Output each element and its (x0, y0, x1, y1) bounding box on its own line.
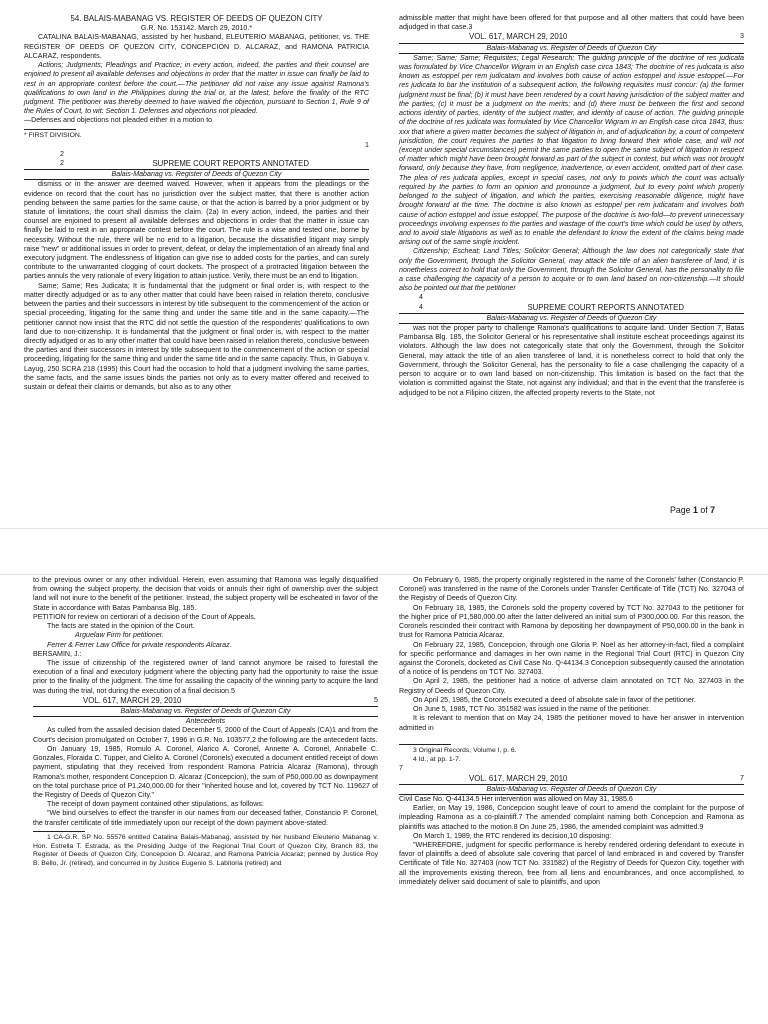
gr-number: G.R. No. 153142. March 29, 2010.* (140, 24, 253, 33)
body-paragraph: On March 1, 1989, the RTC rendered its decision,10 disposing: (413, 831, 612, 840)
footnote-rule (399, 744, 451, 745)
body-paragraph: It is relevant to mention that on May 24, 1985 the petitioner moved to have her answer in intervention admitted in (399, 714, 744, 732)
syllabus-paragraph: Actions; Judgments; Pleadings and Practice; in every action, indeed, the parties and their counsel are enjoined to present all available defenses and objections in order that the matter in issue can finally be laid to rest in an appropriate contest before the court.—The petitioner did not raise any issue against Ramona's qualifications to own land in the Philippines during the trial or, at the latest, before the finality of the RTC judgment. The petitioner was thereby deemed to have waived the objection, pursuant to Section 1, Rule 9 of the Rules of Court, to wit: Section 1. Defenses and objections not pleaded. (24, 61, 369, 116)
footnote: 1 CA-G.R. SP No. 55576 entitled Catalina Balais-Mabanag, assisted by her husband Eleuterio Mabanag v. Hon. Estrella T. Estrada, as the Presiding Judge of the Regional Trial Court of Quezon City, Branch 83, the Register of Deeds of Quezon City, Concepcion D. Alcaraz, and Ramona Patricia Alcaraz; penned by Justice Roy B. Bello, Jr. (retired), and concurred in by Justice Eugenio S. Labitoria (retired) and (33, 833, 378, 868)
body-paragraph: On June 5, 1985, TCT No. 351582 was issued in the name of the petitioner. (413, 705, 651, 714)
page-marker-2: 2 (60, 149, 64, 158)
footnote: 3 Original Records, Volume I, p. 6. (413, 746, 517, 754)
syllabus-paragraph: Same; Same; Same; Requisites; Legal Research; The guiding principle of the doctrine of res judicata was formulated by Vice Chancellor Wigram in an English case circa 1843; The doctrine of res judicata is also known as estoppel per rem judicatam and involves both cause of action estoppel and issue estoppel.—For res judicata to bar the institution of a subsequent action, the following requisites must concur: (a) the former judgment must be final; (b) it must have been rendered by a court having jurisdiction of the subject matter and the parties; (c) it must be a judgment on the merits; and (d) there must be between the first and second actions identity of parties, identity of the subject matter, and identity of cause of action. The guiding principle of the doctrine of res judicata was formulated by Vice Chancellor Wigram in an English case circa 1843, thus: xxx that where a given matter becomes the subject of litigation in, and of adjudication by, a court of competent jurisdiction, the court requires the parties to that litigation to bring forward their whole case, and will not (except under special circumstances) permit the same parties to open the same subject of litigation in respect of matter which might have been brought forward as part of the subject in contest, but which was not brought forward, only because they have, from negligence, inadvertence, or even accident, omitted part of their case. The plea of res judicata applies, except in special cases, not only to points which the court was actually required by the parties to form an opinion and pronounce a judgment, but to every point which properly belonged to the subject of litigation, and which the parties, exercising reasonable diligence, might have brought forward at the time. The doctrine is also known as estoppel per rem judicatam and involves both cause of action estoppel and issue estoppel. The purpose of the doctrine is two-fold—to prevent unnecessary proceedings involving expenses to the parties and wastage of the court's time which could be used by others, and to avoid stale litigations as well as to enable the defendant to know the extent of the claims being made arising out of the same single incident. (399, 53, 744, 247)
running-header-page: 5 (374, 695, 378, 704)
counsel-line: Arguelaw Firm for petitioner. (75, 631, 164, 640)
quoted-paragraph: "WHEREFORE, judgment for specific performance is hereby rendered ordering defendant to execute in favor of plaintiffs a deed of absolute sale covering that parcel of land embraced in and covered by Transfer Certificate of Title No. 327403 (now TCT No. 331582) of the Registry of Deeds for Quezon City, together with all the improvements existing thereon, free from all liens and encumbrances, and once accomplished, to immediately deliver said document of sale to plaintiffs, and upon (399, 841, 744, 886)
body-paragraph: to the previous owner or any other individual. Herein, even assuming that Ramona was legally disqualified from owning the subject property, the decision that voids or annuls their right of ownership over the subject land will not inure to the benefit of the petitioner. Instead, the subject property will be escheated in favor of the State in accordance with Batas Pambansa Blg. 185. (33, 576, 378, 612)
body-paragraph: Earlier, on May 19, 1986, Concepcion sought leave of court to amend the complaint for the purpose of impleading Ramona as a co-plaintiff.7 The amended complaint naming both Concepcion and Ramona as plaintiffs was attached to the motion.8 On June 25, 1986, the amended complaint was admitted.9 (399, 804, 744, 831)
body-paragraph: On February 22, 1985, Concepcion, through one Gloria P. Noel as her attorney-in-fact, filed a complaint for specific performance and damages in her own name in the Regional Trial Court (RTC) in Quezon City against the Coronels, docketed as Civil Case No. Q-44134.3 Concepcion subsequently caused the annotation of a notice of lis pendens on TCT No. 327403. (399, 640, 744, 677)
page-marker-7: 7 (399, 764, 403, 773)
case-title: 54. BALAIS-MABANAG VS. REGISTER OF DEEDS OF QUEZON CITY (70, 14, 323, 23)
running-header-reporter: SUPREME COURT REPORTS ANNOTATED (527, 302, 684, 312)
page-marker-4: 4 (419, 293, 423, 302)
page-indicator-current: 1 (693, 505, 698, 515)
footnote-rule (33, 831, 85, 832)
page-indicator-total: 7 (710, 505, 716, 515)
page-marker-1: 1 (365, 140, 369, 149)
petition-line: PETITION for review on certiorari of a decision of the Court of Appeals. (33, 612, 256, 621)
body-paragraph: Same; Same; Res Judicata; It is fundamental that the judgment or final order is, with respect to the matter directly adjudged or as to any other matter that could have been raised in relation thereto, conclusive between the parties and their successors in interest by title subsequent to the commencement of the action or special proceeding, litigating for the same thing and under the same title and in the same capacity.—The petitioner cannot now insist that the RTC did not settle the question of the respondents' qualifications to own land due to non-citizenship. It is fundamental that the judgment or final order is, with respect to the matter directly adjudged or as to any other matter that could have been raised in relation thereto, conclusive between the parties and their successors in interest by title subsequent to the commencement of the action or special proceeding, litigating for the same thing and under the same title and in the same capacity. Thus, in Gabuya v. Layug, 250 SCRA 218 (1995) this Court had the occasion to hold that a judgment involving the same parties, the same facts, and the same issues binds the parties not only as to every matter offered and received to sustain or defeat their claims or demands, but also as to any other (24, 281, 369, 392)
page-gap (0, 528, 768, 575)
body-paragraph: admissible matter that might have been offered for that purpose and all other matters that could have been adjudged in that case.3 (399, 14, 744, 32)
running-header-2 (24, 159, 369, 169)
page-indicator-of: of (700, 505, 708, 515)
running-header-page: 2 (60, 158, 64, 167)
running-header-volume: VOL. 617, MARCH 29, 2010 (469, 32, 568, 42)
body-paragraph: On April 2, 1985, the petitioner had a notice of adverse claim annotated on TCT No. 327403 in the Registry of Deeds of Quezon City. (399, 677, 744, 695)
running-header-page: 7 (740, 773, 744, 782)
running-subheader: Balais-Mabanag vs. Register of Deeds of Quezon City (33, 706, 378, 717)
facts-line: The facts are stated in the opinion of the Court. (47, 622, 195, 631)
body-paragraph: As culled from the assailed decision dated December 5, 2000 of the Court of Appeals (CA)1 and from the Court's decision promulgated on October 7, 1996 in G.R. No. 103577,2 the following are the antecedent facts. (33, 726, 378, 744)
section-heading: Antecedents (185, 717, 226, 726)
running-header-7 (399, 774, 744, 784)
running-header-4 (399, 303, 744, 313)
running-subheader: Balais-Mabanag vs. Register of Deeds of Quezon City (24, 169, 369, 180)
syllabus-continuation: —Defenses and objections not pleaded either in a motion to (24, 116, 213, 125)
counsel-line: Ferrer & Ferrer Law Office for private respondents Alcaraz. (47, 640, 232, 649)
case-parties: CATALINA BALAIS-MABANAG, assisted by her husband, ELEUTERIO MABANAG, petitioner, vs. THE REGISTER OF DEEDS OF QUEZON CITY, CONCEPCION D. ALCARAZ, and RAMONA PATRICIA ALCARAZ, respondents. (24, 33, 369, 60)
bottom-left-column (33, 576, 378, 869)
running-subheader: Balais-Mabanag vs. Register of Deeds of Quezon City (399, 43, 744, 54)
footnote-rule (24, 129, 76, 130)
syllabus-paragraph: Citizenship; Escheat; Land Titles; Solicitor General; Although the law does not categorically state that only the Government, through the Solicitor General, may attack the title of an alien transferee of land, it is nonetheless correct to hold that only the Government, through the Solicitor General, has the personality to file a case challenging the capacity of a person to acquire or to own land based on non-citizenship.—It should also be pointed out that the petitioner (399, 247, 744, 293)
running-header-reporter: SUPREME COURT REPORTS ANNOTATED (152, 158, 309, 168)
page-indicator (670, 505, 715, 516)
footnote: 4 Id., at pp. 1-7. (413, 755, 461, 763)
body-paragraph: was not the proper party to challenge Ramona's qualifications to acquire land. Under Section 7, Batas Pambansa Blg. 185, the Solicitor General or his representative shall institute escheat proceedings against its violators. Although the law does not categorically state that only the Government, through the Solicitor General, may attack the title of an alien transferee of land, it is nonetheless correct to hold that only the Government, through the Solicitor General, has the personality to file a case challenging the capacity of a person to acquire or to own land based on non-citizenship. This limitation is based on the fact that the violation is committed against the State, not against any individual; and that in the event that the transferee is adjudged to be not a Filipino citizen, the affected property reverts to the State, not (399, 324, 744, 397)
page-indicator-label: Page (670, 505, 691, 515)
running-header-volume: VOL. 617, MARCH 29, 2010 (83, 695, 182, 705)
body-paragraph: The issue of citizenship of the registered owner of land cannot anymore be raised to forestall the execution of a final and executory judgment where the objecting party had the opportunity to raise the issue prior to the finality of the judgment. The time for assailing the capacity of the winning party to acquire the land was during the trial, not during the execution of a final decision.5 (33, 658, 378, 695)
footnote-first-division: * FIRST DIVISION. (24, 131, 82, 139)
body-paragraph: On February 18, 1985, the Coronels sold the property covered by TCT No. 327043 to the petitioner for the higher price of P1,580,000.00 after the latter delivered an initial sum of P300,000.00. For this reason, the Coronels rescinded their contract with Ramona by depositing her downpayment of P50,000.00 in the bank in trust for Ramona Patricia Alcaraz. (399, 603, 744, 640)
body-paragraph: On February 6, 1985, the property originally registered in the name of the Coronels' father (Constancio P. Coronel) was transferred in the name of the Coronels under Transfer Certificate of Title (TCT) No. 327043 of the Registry of Deeds of Quezon City. (399, 576, 744, 603)
running-header-5 (33, 696, 378, 706)
body-paragraph: On January 19, 1985, Romulo A. Coronel, Alarico A. Coronel, Annette A. Coronel, Annabelle C. Gonzales, Floraida C. Tupper, and Cielito A. Coronel (Coronels) executed a document entitled receipt of down payment, stipulating that they received from respondent Ramona Patricia Alcaraz (Ramona), through Ramona's mother, respondent Concepcion D. Alcaraz (Concepcion), the sum of P50,000.00 as downpayment on the total purchase price of P1,240,000.00 for their "inherited house and lot, covered by TCT No. 119627 of the Registry of Deeds of Quezon City." (33, 744, 378, 799)
running-header-volume: VOL. 617, MARCH 29, 2010 (469, 773, 568, 783)
body-paragraph: dismiss or in the answer are deemed waived. However, when it appears from the pleadings or the evidence on record that the court has no jurisdiction over the subject matter, that there is another action pending between the same parties for the same cause, or that the action is barred by a prior judgment or by statute of limitations, the court shall dismiss the claim. (2a) In every action, indeed, the parties and their counsel are enjoined to present all available defenses and objections in order that the matter in issue can finally be laid to rest in an appropriate contest before the court. The rule is a wise and tested one, borne by necessity. Without the rule, there will be no end to a litigation, because the dissatisfied litigant may simply raise "new" or additional issues in order to prevent, defeat, or delay the implementation of an already final and executory judgment. The endlessness of litigation can give rise to added costs for the parties, and can surely contribute to the unwarranted clogging of court dockets. The prospect of a protracted litigation between the parties annuls the very rationale of every litigation to attain justice. Verily, there must be an end to litigation. (24, 180, 369, 281)
bottom-right-column (399, 576, 744, 887)
top-right-column (399, 14, 744, 398)
top-left-column (24, 14, 369, 392)
body-paragraph: On April 25, 1985, the Coronels executed a deed of absolute sale in favor of the petitioner. (413, 695, 696, 704)
ponente: BERSAMIN, J.: (33, 649, 82, 658)
body-paragraph: Civil Case No. Q-44134.5 Her intervention was allowed on May 31, 1985.6 (399, 794, 633, 803)
body-paragraph: The receipt of down payment contained other stipulations, as follows: (47, 800, 264, 809)
quoted-paragraph: "We bind ourselves to effect the transfer in our names from our deceased father, Constancio P. Coronel, the transfer certificate of title immediately upon our receipt of the down payment above-stated. (33, 809, 378, 827)
running-header-page: 3 (740, 32, 744, 41)
running-header-page: 4 (419, 302, 423, 311)
running-subheader: Balais-Mabanag vs. Register of Deeds of Quezon City (399, 784, 744, 795)
running-subheader: Balais-Mabanag vs. Register of Deeds of Quezon City (399, 313, 744, 324)
running-header-3 (399, 32, 744, 42)
